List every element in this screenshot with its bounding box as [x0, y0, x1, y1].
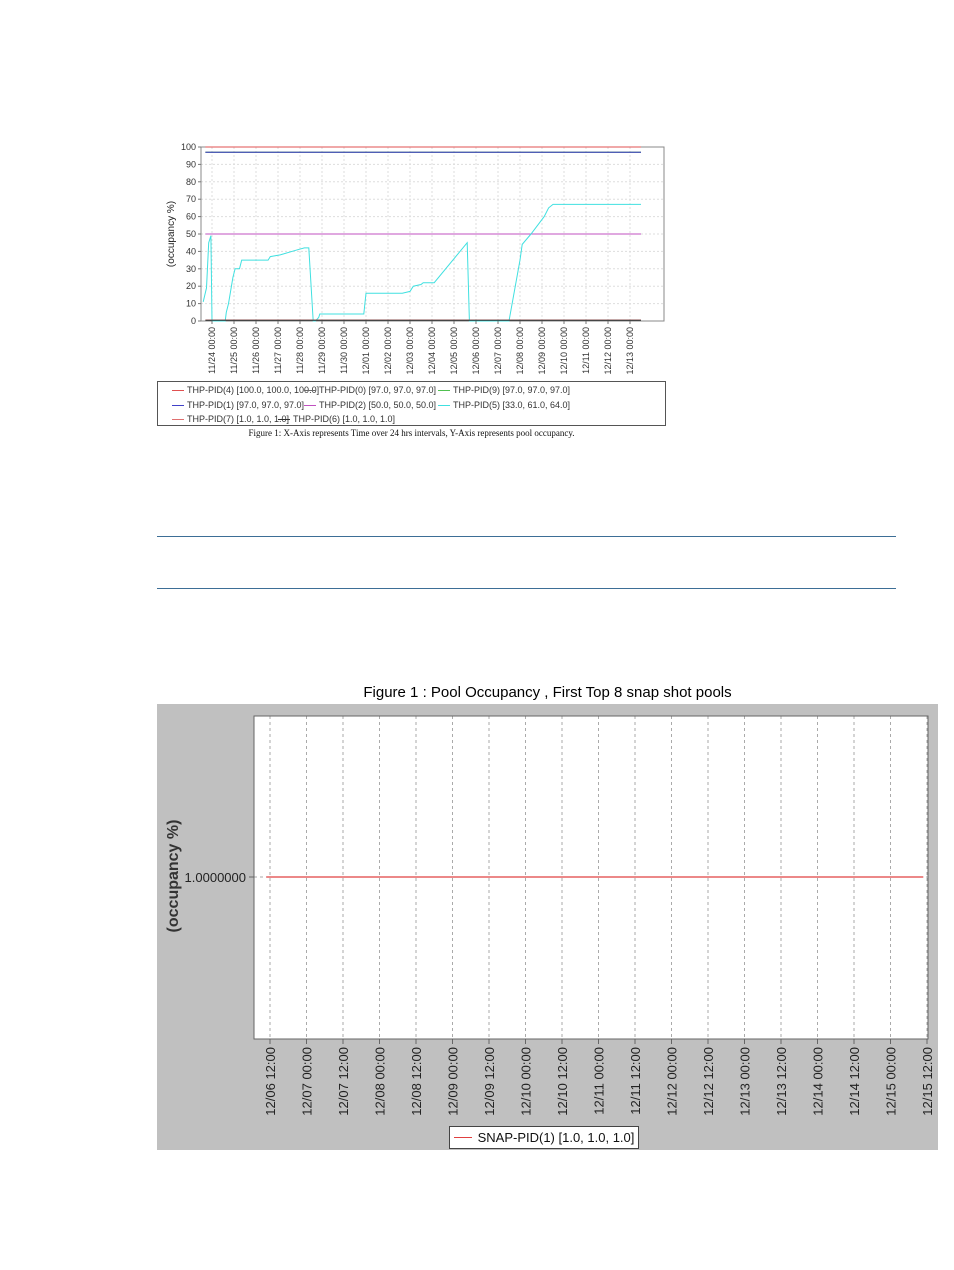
chart-1-x-tick-label: 11/29 00:00 — [317, 327, 327, 374]
chart-2-x-tick-label: 12/09 00:00 — [445, 1047, 461, 1116]
chart-1 — [157, 143, 666, 381]
chart-2-x-tick-label: 12/09 12:00 — [482, 1047, 497, 1116]
chart-2-x-tick-label: 12/13 00:00 — [737, 1047, 753, 1116]
chart-1-legend-item — [304, 400, 436, 410]
chart-1-legend — [157, 381, 666, 426]
chart-2-x-tick-label: 12/08 12:00 — [409, 1047, 424, 1116]
chart-1-legend-item — [304, 385, 436, 395]
chart-1-y-tick-label: 80 — [185, 176, 196, 187]
chart-2-x-tick-label: 12/12 00:00 — [664, 1047, 680, 1116]
chart-1-legend-item — [172, 400, 304, 410]
legend-swatch — [304, 390, 316, 391]
chart-1-x-tick-label: 11/30 00:00 — [339, 327, 349, 374]
chart-1-y-tick-label: 100 — [180, 143, 196, 152]
chart-1-y-tick-label: 10 — [185, 298, 196, 309]
chart-1-y-tick-label: 30 — [185, 263, 196, 274]
legend-label: THP-PID(7) [1.0, 1.0, 1.0] — [187, 414, 290, 424]
chart-2-x-tick-label: 12/11 00:00 — [591, 1047, 607, 1115]
chart-1-y-axis-label: (occupancy %) — [166, 200, 177, 268]
chart-1-x-tick-label: 12/03 00:00 — [405, 327, 415, 375]
chart-2-y-tick-label: 1.0000000 — [184, 870, 246, 885]
legend-swatch — [172, 405, 184, 406]
legend-swatch — [278, 419, 290, 420]
chart-2-x-tick-label: 12/15 00:00 — [883, 1047, 899, 1116]
chart-1-x-tick-label: 11/25 00:00 — [229, 327, 239, 374]
chart-1-x-tick-label: 12/06 00:00 — [471, 327, 481, 375]
divider-rule-bottom — [157, 588, 896, 589]
divider-rule-top — [157, 536, 896, 537]
legend-swatch — [172, 390, 184, 391]
chart-1-x-tick-label: 12/05 00:00 — [449, 327, 459, 375]
legend-label: THP-PID(5) [33.0, 61.0, 64.0] — [453, 400, 571, 410]
chart-2-x-tick-label: 12/07 12:00 — [336, 1047, 351, 1116]
legend-swatch — [454, 1137, 472, 1138]
chart-1-x-tick-label: 12/13 00:00 — [625, 327, 635, 375]
chart-2-x-tick-label: 12/14 12:00 — [847, 1047, 862, 1116]
chart-1-caption: Figure 1: X-Axis represents Time over 24 hrs intervals, Y-Axis represents pool occupancy. — [248, 428, 575, 438]
chart-2-x-tick-label: 12/12 12:00 — [701, 1047, 716, 1116]
chart-1-legend-item — [278, 414, 395, 424]
legend-label: SNAP-PID(1) [1.0, 1.0, 1.0] — [477, 1130, 635, 1145]
chart-2-title: Figure 1 : Pool Occupancy , First Top 8 snap shot pools — [363, 684, 732, 701]
chart-1-x-tick-label: 12/01 00:00 — [361, 327, 371, 375]
chart-1-y-tick-label: 50 — [185, 229, 196, 239]
chart-1-x-tick-label: 12/11 00:00 — [581, 327, 591, 374]
chart-2-x-tick-label: 12/10 00:00 — [518, 1047, 534, 1116]
chart-1-y-tick-label: 90 — [185, 159, 196, 170]
chart-1-x-tick-label: 12/09 00:00 — [537, 327, 547, 375]
legend-label: THP-PID(4) [100.0, 100.0, 100.0] — [187, 385, 320, 395]
chart-1-x-tick-label: 12/07 00:00 — [493, 327, 503, 375]
chart-2-x-tick-label: 12/11 12:00 — [628, 1047, 643, 1115]
legend-swatch — [304, 405, 316, 406]
chart-1-legend-item — [438, 400, 570, 410]
chart-1-y-tick-label: 0 — [190, 316, 196, 326]
chart-1-legend-item — [172, 414, 289, 424]
legend-label: THP-PID(9) [97.0, 97.0, 97.0] — [453, 385, 571, 395]
legend-label: THP-PID(0) [97.0, 97.0, 97.0] — [319, 385, 437, 395]
legend-label: THP-PID(1) [97.0, 97.0, 97.0] — [187, 400, 305, 410]
chart-1-x-tick-label: 12/08 00:00 — [515, 327, 525, 375]
chart-2 — [157, 704, 938, 1150]
legend-label: THP-PID(2) [50.0, 50.0, 50.0] — [319, 400, 437, 410]
chart-1-legend-item — [172, 385, 319, 395]
chart-1-x-tick-label: 11/24 00:00 — [207, 327, 217, 374]
chart-1-x-tick-label: 11/26 00:00 — [251, 327, 261, 374]
legend-swatch — [172, 419, 184, 420]
legend-swatch — [438, 390, 450, 391]
chart-1-x-tick-label: 11/27 00:00 — [273, 327, 283, 374]
chart-2-x-tick-label: 12/06 12:00 — [263, 1047, 278, 1116]
chart-1-x-tick-label: 12/10 00:00 — [559, 327, 569, 375]
chart-2-x-tick-label: 12/15 12:00 — [920, 1047, 935, 1116]
chart-2-x-tick-label: 12/10 12:00 — [555, 1047, 570, 1116]
chart-2-y-axis-label: (occupancy %) — [165, 819, 182, 933]
chart-1-y-tick-label: 70 — [185, 194, 196, 205]
chart-1-y-tick-label: 40 — [185, 246, 196, 257]
chart-1-y-tick-label: 60 — [185, 211, 196, 222]
legend-label: THP-PID(6) [1.0, 1.0, 1.0] — [293, 414, 396, 424]
chart-2-x-tick-label: 12/13 12:00 — [774, 1047, 789, 1116]
chart-1-x-tick-label: 12/12 00:00 — [603, 327, 613, 375]
legend-swatch — [438, 405, 450, 406]
chart-1-x-tick-label: 12/02 00:00 — [383, 327, 393, 375]
chart-2-legend — [449, 1126, 639, 1149]
chart-1-y-tick-label: 20 — [185, 281, 196, 292]
chart-1-x-tick-label: 11/28 00:00 — [295, 327, 305, 374]
chart-1-legend-item — [438, 385, 570, 395]
chart-1-x-tick-label: 12/04 00:00 — [427, 327, 437, 375]
chart-2-x-tick-label: 12/07 00:00 — [299, 1047, 315, 1116]
chart-2-x-tick-label: 12/08 00:00 — [372, 1047, 388, 1116]
chart-2-x-tick-label: 12/14 00:00 — [810, 1047, 826, 1116]
